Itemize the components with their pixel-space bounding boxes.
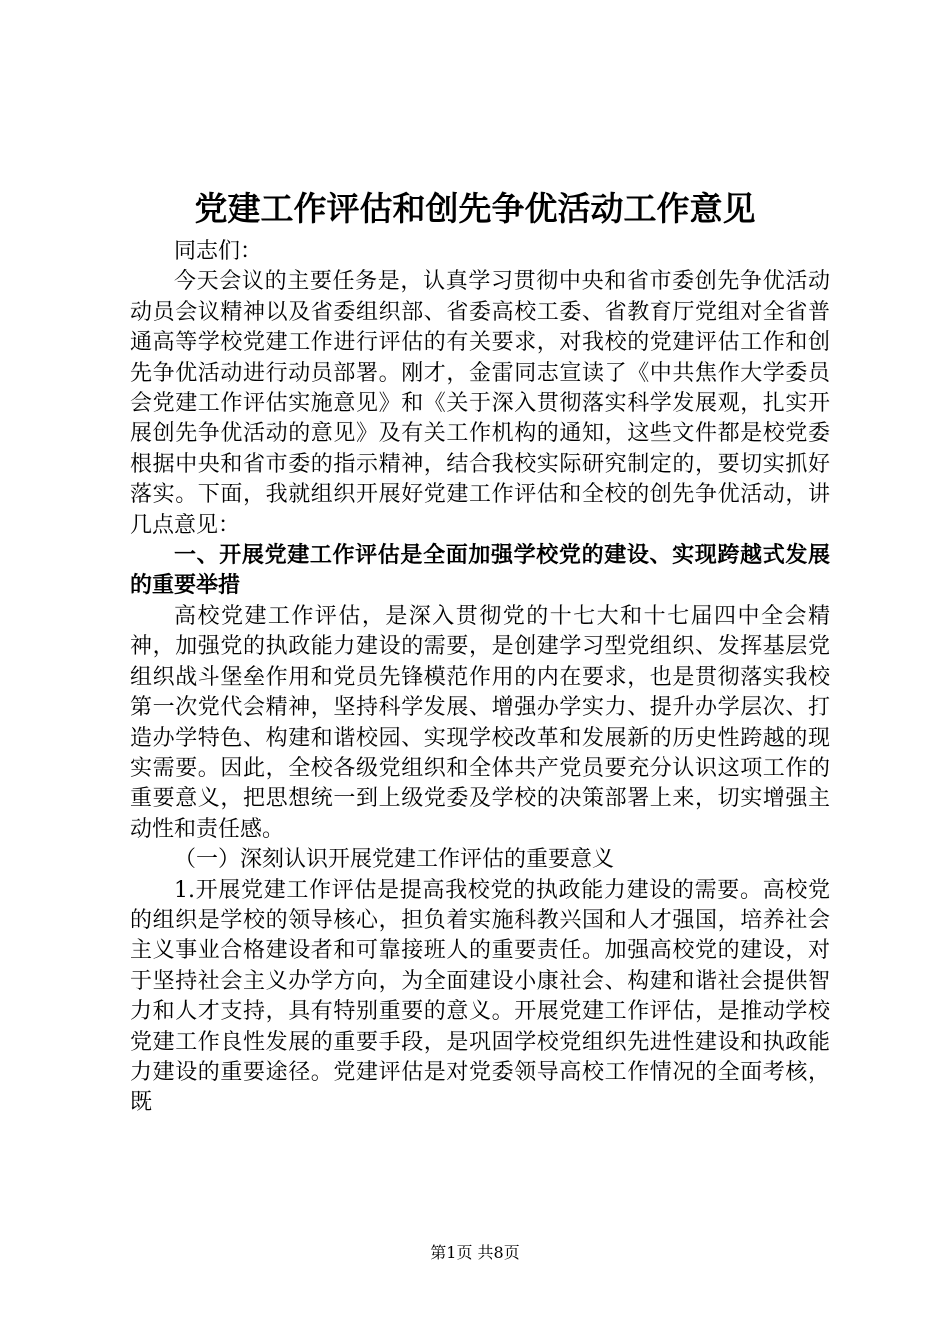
subsection-heading-1: （一）深刻认识开展党建工作评估的重要意义 bbox=[174, 847, 615, 873]
subsection-1-paragraph: 1.开展党建工作评估是提高我校党的执政能力建设的需要。高校党的组织是学校的领导核心，担负着实施科教兴国和人才强国，培养社会主义事业合格建设者和可靠接班人的重要责任。加强高校党的建设，对于坚持社会主义办学方向，为全面建设小康社会、构建和谐社会提供智力和人才支持，具有特别重要的意义。开展党建工作评估，是推动学校党建工作良性发展的重要手段，是巩固学校党组织先进性建设和执政能力建设的重要途径。党建评估是对党委领导高校工作情况的全面考核，既 bbox=[130, 877, 830, 1116]
page-footer: 第1页 共8页 bbox=[430, 1243, 520, 1262]
section-1-paragraph: 高校党建工作评估，是深入贯彻党的十七大和十七届四中全会精神，加强党的执政能力建设的需要，是创建学习型党组织、发挥基层党组织战斗堡垒作用和党员先锋模范作用的内在要求，也是贯彻落实我校第一次党代会精神，坚持科学发展、增强办学实力、提升办学层次、打造办学特色、构建和谐校园、实现学校改革和发展新的历史性跨越的现实需要。因此，全校各级党组织和全体共产党员要充分认识这项工作的重要意义，把思想统一到上级党委及学校的决策部署上来，切实增强主动性和责任感。 bbox=[130, 603, 830, 842]
intro-paragraph: 今天会议的主要任务是，认真学习贯彻中央和省市委创先争优活动动员会议精神以及省委组织部、省委高校工委、省教育厅党组对全省普通高等学校党建工作进行评估的有关要求，对我校的党建评估工作和创先争优活动进行动员部署。刚才，金雷同志宣读了《中共焦作大学委员会党建工作评估实施意见》和《关于深入贯彻落实科学发展观，扎实开展创先争优活动的意见》及有关工作机构的通知，这些文件都是校党委根据中央和省市委的指示精神，结合我校实际研究制定的，要切实抓好落实。下面，我就组织开展好党建工作评估和全校的创先争优活动，讲几点意见： bbox=[130, 269, 830, 538]
greeting-paragraph: 同志们： bbox=[174, 239, 263, 264]
section-heading-1: 一、开展党建工作评估是全面加强学校党的建设、实现跨越式发展的重要举措 bbox=[130, 543, 830, 599]
document-body bbox=[130, 237, 830, 1119]
document-title: 党建工作评估和创先争优活动工作意见 bbox=[194, 189, 756, 228]
